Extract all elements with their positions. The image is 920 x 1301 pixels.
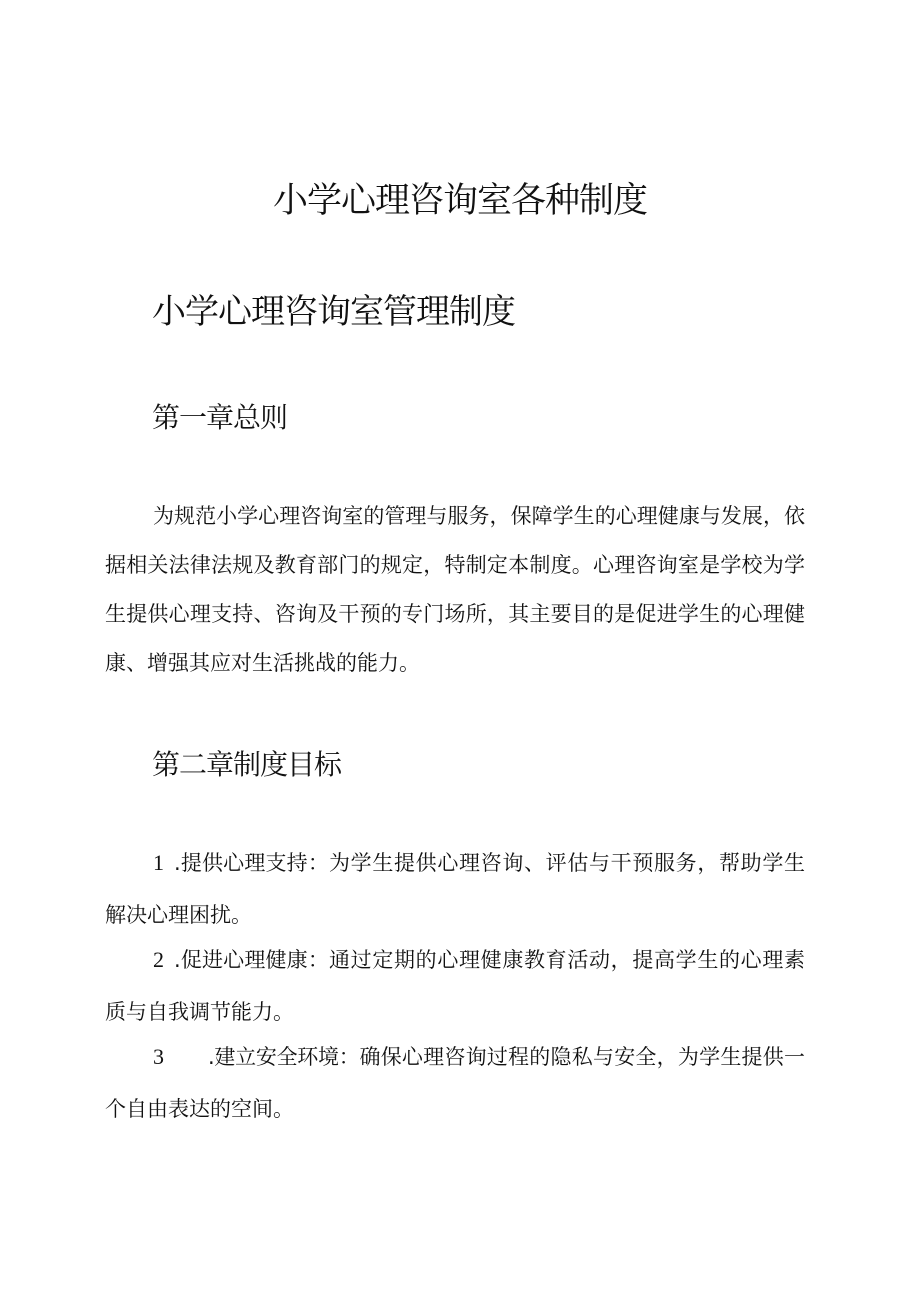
chapter-1-heading: 第一章总则	[152, 401, 288, 434]
goal-item-label: .建立安全环境：	[208, 1045, 360, 1069]
goal-item-label: .促进心理健康：	[174, 948, 330, 972]
goal-item-text: 确保心理咨询过程的隐私与安全，为学生提供一个自由表达的空间。	[105, 1045, 805, 1121]
chapter-1-paragraph: 为规范小学心理咨询室的管理与服务，保障学生的心理健康与发展，依据相关法律法规及教育部门的规定，特制定本制度。心理咨询室是学校为学生提供心理支持、咨询及干预的专门场所，其主要目的是促进学生的心理健康、增强其应对生活挑战的能力。	[105, 504, 805, 675]
goal-item-text: 为学生提供心理咨询、评估与干预服务，帮助学生解决心理困扰。	[105, 851, 805, 927]
goal-item-3	[105, 1031, 805, 1135]
goal-item-2	[105, 934, 805, 1038]
section-title: 小学心理咨询室管理制度	[152, 292, 515, 332]
goal-item-number: 3	[153, 1044, 164, 1069]
goal-item-number: 2	[153, 947, 164, 972]
goal-item-text: 通过定期的心理健康教育活动，提高学生的心理素质与自我调节能力。	[105, 948, 805, 1024]
chapter-2-heading: 第二章制度目标	[152, 748, 342, 781]
goal-item-label: .提供心理支持：	[174, 851, 330, 875]
goal-item-number: 1	[153, 850, 164, 875]
document-title: 小学心理咨询室各种制度	[272, 181, 647, 221]
goal-item-1	[105, 837, 805, 941]
